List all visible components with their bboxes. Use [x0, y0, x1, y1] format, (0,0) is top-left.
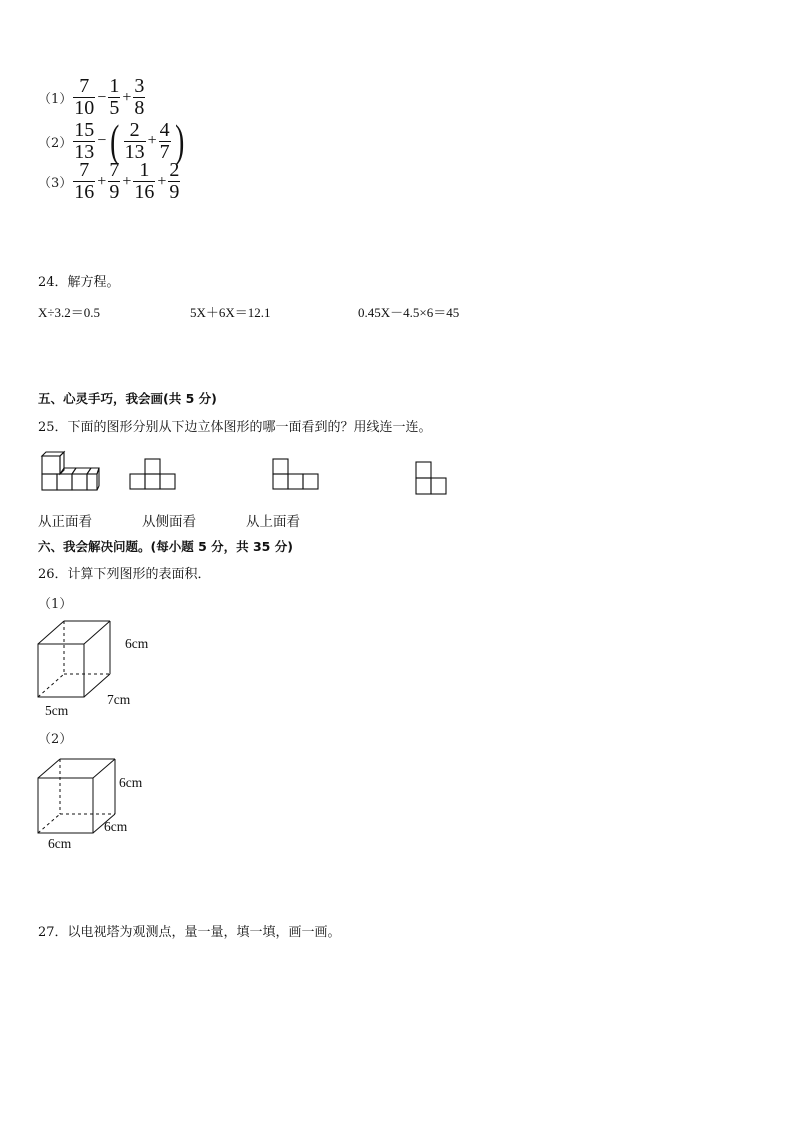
fraction: $\frac{1}{5}$: [109, 75, 120, 119]
operator: −: [97, 132, 107, 149]
operator: +: [122, 88, 132, 106]
view-figure-3: [415, 461, 447, 495]
fraction: $\frac{3}{8}$: [134, 75, 145, 119]
expression-1: [38, 76, 146, 119]
dimension-width-2: 6cm: [48, 836, 72, 851]
solid-figure-blocks: [38, 448, 100, 494]
section-6-heading: 六、我会解决问题。(每小题 5 分，共 35 分): [38, 539, 293, 554]
item-index: （2）: [38, 135, 73, 151]
cuboid-figure-1: [38, 620, 113, 700]
label-front-view: 从正面看: [38, 514, 92, 530]
operator: −: [97, 88, 107, 106]
figure-1-index: （1）: [38, 597, 73, 612]
dimension-depth-1: 7cm: [107, 692, 131, 707]
equation-1: X÷3.2＝0.5: [38, 305, 101, 320]
dimension-height-1: 6cm: [125, 636, 149, 651]
operator: +: [122, 172, 132, 190]
fraction: $\frac{7}{16}$: [74, 159, 95, 203]
question-24-title: 24．解方程。: [38, 275, 120, 290]
left-paren: (: [110, 115, 120, 166]
right-paren: ): [174, 115, 184, 166]
fraction: $\frac{7}{10}$: [74, 75, 95, 119]
view-figure-2: [273, 458, 319, 490]
question-25: 25．下面的图形分别从下边立体图形的哪一面看到的？用线连一连。: [38, 420, 432, 435]
equation-3: 0.45X－4.5×6＝45: [358, 305, 460, 320]
fraction: $\frac{4}{7}$: [159, 118, 170, 163]
figure-2-index: （2）: [38, 732, 73, 747]
fraction: $\frac{2}{9}$: [169, 159, 180, 203]
item-index: （1）: [38, 92, 73, 107]
question-26: 26．计算下列图形的表面积．: [38, 567, 211, 582]
dimension-depth-2: 6cm: [104, 819, 128, 834]
section-5-heading: 五、心灵手巧，我会画(共 5 分): [38, 391, 217, 406]
fraction: $\frac{2}{13}$: [124, 118, 145, 163]
fraction: $\frac{7}{9}$: [109, 159, 120, 203]
operator: +: [157, 172, 167, 190]
expression-2: [38, 115, 187, 166]
fraction: $\frac{1}{16}$: [134, 159, 155, 203]
item-index: （3）: [38, 176, 73, 191]
question-27: 27．以电视塔为观测点，量一量，填一填，画一画。: [38, 925, 341, 940]
operator: +: [147, 132, 157, 149]
label-side-view: 从侧面看: [142, 514, 196, 530]
expression-3: [38, 160, 181, 203]
equation-2: 5X＋6X＝12.1: [190, 305, 271, 320]
view-figure-1: [130, 458, 176, 490]
label-top-view: 从上面看: [246, 514, 300, 530]
dimension-width-1: 5cm: [45, 703, 69, 718]
dimension-height-2: 6cm: [119, 775, 143, 790]
fraction: $\frac{15}{13}$: [74, 118, 95, 163]
operator: +: [97, 172, 107, 190]
